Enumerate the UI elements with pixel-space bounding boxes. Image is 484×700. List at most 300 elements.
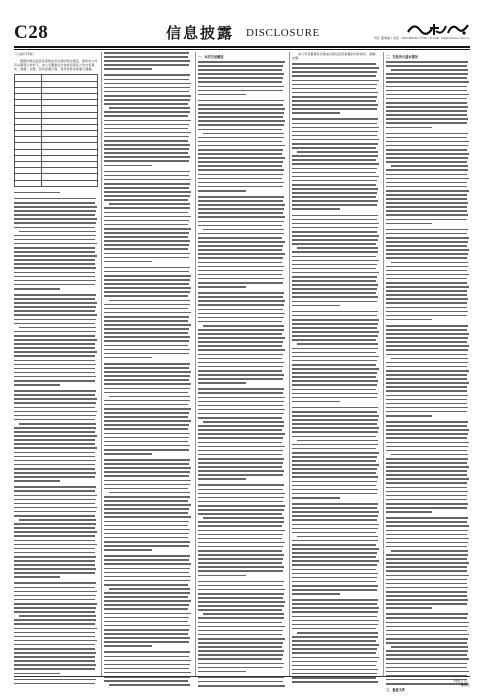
text-line [14,587,95,589]
text-line [386,622,469,624]
text-line [198,149,283,151]
text-line [386,98,467,100]
text-line [14,656,95,658]
text-line [14,548,95,550]
text-line [292,636,378,638]
text-line [104,672,191,674]
text-line [391,358,468,360]
text-line [292,264,377,266]
text-line [386,587,468,589]
text-line [386,671,469,673]
text-line [14,576,60,578]
text-line [198,94,246,96]
text-line [14,319,96,321]
text-line [198,366,283,368]
text-line [104,83,191,85]
text-line [104,279,190,281]
text-line [292,112,340,114]
text-line [104,156,190,158]
text-line [104,613,191,615]
text-line [198,609,282,611]
text-line [19,327,96,329]
text-line [386,487,467,489]
text-line [14,347,95,349]
text-line [292,296,378,298]
text-line [14,202,95,204]
text-line [14,398,97,400]
text-line [292,348,378,350]
text-line [386,133,468,135]
text-line [198,112,284,114]
text-line [292,493,377,495]
text-line [198,446,285,448]
text-line [386,186,467,188]
text-line [14,351,97,353]
text-line [104,240,190,242]
text-line [292,524,379,526]
text-line [292,481,377,483]
text-line [292,380,378,382]
text-line [198,667,283,669]
text-line [386,591,467,593]
text-line [104,660,191,662]
text-line [198,90,283,92]
text-line [198,129,282,131]
text-line [386,617,467,619]
column-paragraph: 本公司及董事会全体成员保证信息披露的内容真实、准确、完整。 [292,52,379,61]
text-line [104,363,190,365]
text-line [104,500,188,502]
text-line [198,437,283,439]
text-line [104,195,190,197]
text-line [292,268,376,270]
text-line [14,652,96,654]
text-line [292,327,377,329]
text-line [292,368,379,370]
text-line [198,304,284,306]
text-line [198,671,246,673]
text-line [198,501,283,503]
text-line [292,407,378,409]
text-line [386,390,467,392]
text-line [104,320,188,322]
text-line [104,664,190,666]
text-line [14,568,96,570]
text-line [198,397,285,399]
text-line [104,521,189,523]
text-line [104,488,188,490]
text-line [386,507,467,509]
text-line [292,135,377,137]
text-line [386,249,469,251]
text-line [203,229,284,231]
text-line [104,400,190,402]
text-line [104,545,189,547]
text-line [104,516,191,518]
text-line [198,300,285,302]
text-line [386,86,467,88]
text-line [14,582,96,584]
text-line [104,79,189,81]
text-line [198,337,285,339]
text-line [292,431,378,433]
text-line [104,357,152,359]
text-line [14,560,95,562]
text-line [14,267,96,269]
text-line [14,495,97,497]
text-line [104,207,190,209]
text-line [14,468,95,470]
text-line [104,404,188,406]
text-line [386,658,469,660]
text-line [292,640,376,642]
text-line [198,100,284,102]
text-line [198,458,284,460]
text-line [104,52,189,54]
text-line [109,396,190,398]
text-line [391,69,468,71]
text-line [292,607,379,609]
body-text-lines [386,61,470,685]
text-line [198,593,284,595]
section-heading: 三、备查文件 [386,688,406,693]
text-line [14,507,97,509]
text-line [198,470,284,472]
text-line [104,437,189,439]
text-line [198,562,282,564]
text-line [391,262,468,264]
text-line [104,316,189,318]
text-line [198,296,283,298]
text-line [104,257,189,259]
text-line [292,139,379,141]
text-line [386,579,467,581]
text-line [386,106,468,108]
text-line [14,368,95,370]
section-title-cn: 信息披露 [166,24,235,42]
text-line [198,546,283,548]
text-line [292,577,377,579]
text-line [198,497,284,499]
text-line [386,73,468,75]
text-line [104,576,191,578]
text-line [386,194,467,196]
text-line [198,104,283,106]
text-line [386,530,468,532]
text-line [198,525,282,527]
text-line [203,613,284,615]
text-line [198,237,282,239]
text-line [104,484,190,486]
text-line [292,204,377,206]
text-line [14,235,96,237]
text-line [198,182,284,184]
text-line [14,456,95,458]
text-line [198,484,284,486]
text-line [14,632,95,634]
text-line [386,474,467,476]
text-line [104,324,191,326]
text-line [104,220,189,222]
text-line [292,661,377,663]
text-line [386,630,467,632]
text-line [292,143,378,145]
text-line [14,407,95,409]
text-line [198,141,282,143]
text-line [14,411,97,413]
text-line [386,613,468,615]
text-line [104,128,188,130]
text-line [198,65,283,67]
text-line [104,224,188,226]
text-line [14,343,95,345]
text-line [109,203,190,205]
text-line [104,572,189,574]
text-line [14,660,95,662]
text-line [14,480,60,482]
text-line [292,519,377,521]
text-line [198,362,284,364]
text-line [104,152,188,154]
text-line [386,253,468,255]
disclosure-table [14,74,98,186]
text-line [386,534,467,536]
text-line [198,374,284,376]
text-line [14,623,95,625]
text-line [104,596,188,598]
text-line [104,625,190,627]
text-line [292,80,379,82]
text-line [109,588,190,590]
text-line [14,503,95,505]
text-line [14,464,95,466]
text-line [292,100,376,102]
text-line [198,341,283,343]
column-intro: （上接C27版） [14,52,36,56]
text-line [386,411,467,413]
text-line [386,511,432,513]
text-line [292,352,376,354]
text-line [14,439,95,441]
text-line [198,321,282,323]
text-line [386,429,469,431]
text-line [198,634,282,636]
text-line [198,145,285,147]
text-line [104,95,191,97]
text-line [386,546,467,548]
text-line [386,341,467,343]
text-line [386,374,467,376]
text-line [104,261,152,263]
text-line [14,511,96,513]
text-line [292,628,376,630]
text-line [297,343,378,345]
text-line [14,668,95,670]
text-line [198,249,282,251]
text-line [198,124,284,126]
text-line [292,96,377,98]
text-line [109,107,190,109]
text-line [104,216,191,218]
text-line [386,190,469,192]
text-line [14,380,95,382]
text-line [104,165,152,167]
text-line [104,336,190,338]
text-line [14,239,95,241]
text-line [14,531,97,533]
text-line [104,408,191,410]
text-line [198,86,284,88]
text-line [386,178,469,180]
text-line [104,668,189,670]
text-line [292,364,376,366]
text-line [386,286,469,288]
text-line [386,90,467,92]
text-line [14,472,96,474]
text-line [14,284,95,286]
column-paragraph: 根据中国证监会及深圳证券交易所相关规定，现将本公司有关事项公告如下，本公司董事会全体成员保证公告内容真实、准确、完整，没有虚假记载、误导性陈述或重大遗漏。 [14,59,98,72]
text-line [198,642,283,644]
text-line [198,245,283,247]
text-line [198,626,285,628]
text-line [292,476,378,478]
text-line [104,132,191,134]
text-line [292,104,378,106]
text-line [198,650,284,652]
text-line [386,558,467,560]
text-line [198,116,283,118]
text-line [386,61,468,63]
text-line [386,94,469,96]
text-line [386,274,469,276]
page-footer [270,679,470,687]
text-line [198,190,246,192]
text-line [19,231,96,233]
text-line [292,599,378,601]
text-line [198,429,282,431]
body-text-lines [292,63,380,682]
text-line [292,372,377,374]
text-line [104,187,189,189]
text-line [14,447,97,449]
text-line [104,580,190,582]
text-line [386,503,468,505]
text-line [14,523,96,525]
text-line [292,75,376,77]
text-line [104,388,190,390]
text-line [14,628,97,630]
text-line [104,433,190,435]
text-line [386,182,467,184]
text-line [14,431,95,433]
text-line [104,375,190,377]
text-line [104,68,152,70]
text-line [203,421,284,423]
page-number: C28 [14,22,49,43]
text-line [386,575,469,577]
text-line [386,415,432,417]
text-line [14,419,95,421]
text-line [292,448,376,450]
section-heading: 二、交易各方基本情况 [386,55,418,59]
text-line [104,232,189,234]
text-line [104,559,189,561]
text-line [386,517,468,519]
text-line [386,362,468,364]
text-line [386,599,468,601]
text-line [104,475,189,477]
text-column-3 [198,52,286,676]
text-line [292,159,376,161]
text-line [386,114,467,116]
text-line [104,471,190,473]
text-line [292,444,378,446]
text-line [14,255,97,257]
text-line [386,174,467,176]
text-line [14,364,96,366]
text-line [14,280,96,282]
text-line [198,433,285,435]
body-text-lines [198,61,286,687]
header-rule [14,46,470,48]
text-line [14,360,95,362]
footer-signature: 董事会 [460,683,470,688]
text-line [14,288,60,290]
text-line [198,521,284,523]
text-line [14,556,96,558]
text-line [198,186,283,188]
body-text-lines [14,192,98,685]
text-line [104,537,188,539]
text-line [198,69,282,71]
text-line [104,345,188,347]
text-line [386,378,467,380]
text-line [14,218,97,220]
text-line [104,568,190,570]
text-line [198,204,285,206]
text-line [104,248,188,250]
text-line [386,153,469,155]
text-line [292,497,340,499]
text-line [104,87,190,89]
text-line [292,284,378,286]
text-line [198,575,246,577]
text-line [14,198,96,200]
text-line [104,645,152,647]
text-line [104,445,190,447]
text-line [198,233,284,235]
text-line [292,669,378,671]
text-line [198,638,285,640]
text-line [386,229,468,231]
text-line [104,111,190,113]
text-line [292,280,376,282]
text-line [292,427,379,429]
text-line [386,650,468,652]
text-line [386,583,467,585]
text-line [292,118,378,120]
text-line [292,315,377,317]
text-line [292,560,379,562]
text-line [104,136,189,138]
text-line [14,415,96,417]
text-line [198,196,284,198]
text-line [198,200,283,202]
text-line [104,424,189,426]
text-line [292,419,378,421]
text-line [14,323,95,325]
text-line [292,168,377,170]
